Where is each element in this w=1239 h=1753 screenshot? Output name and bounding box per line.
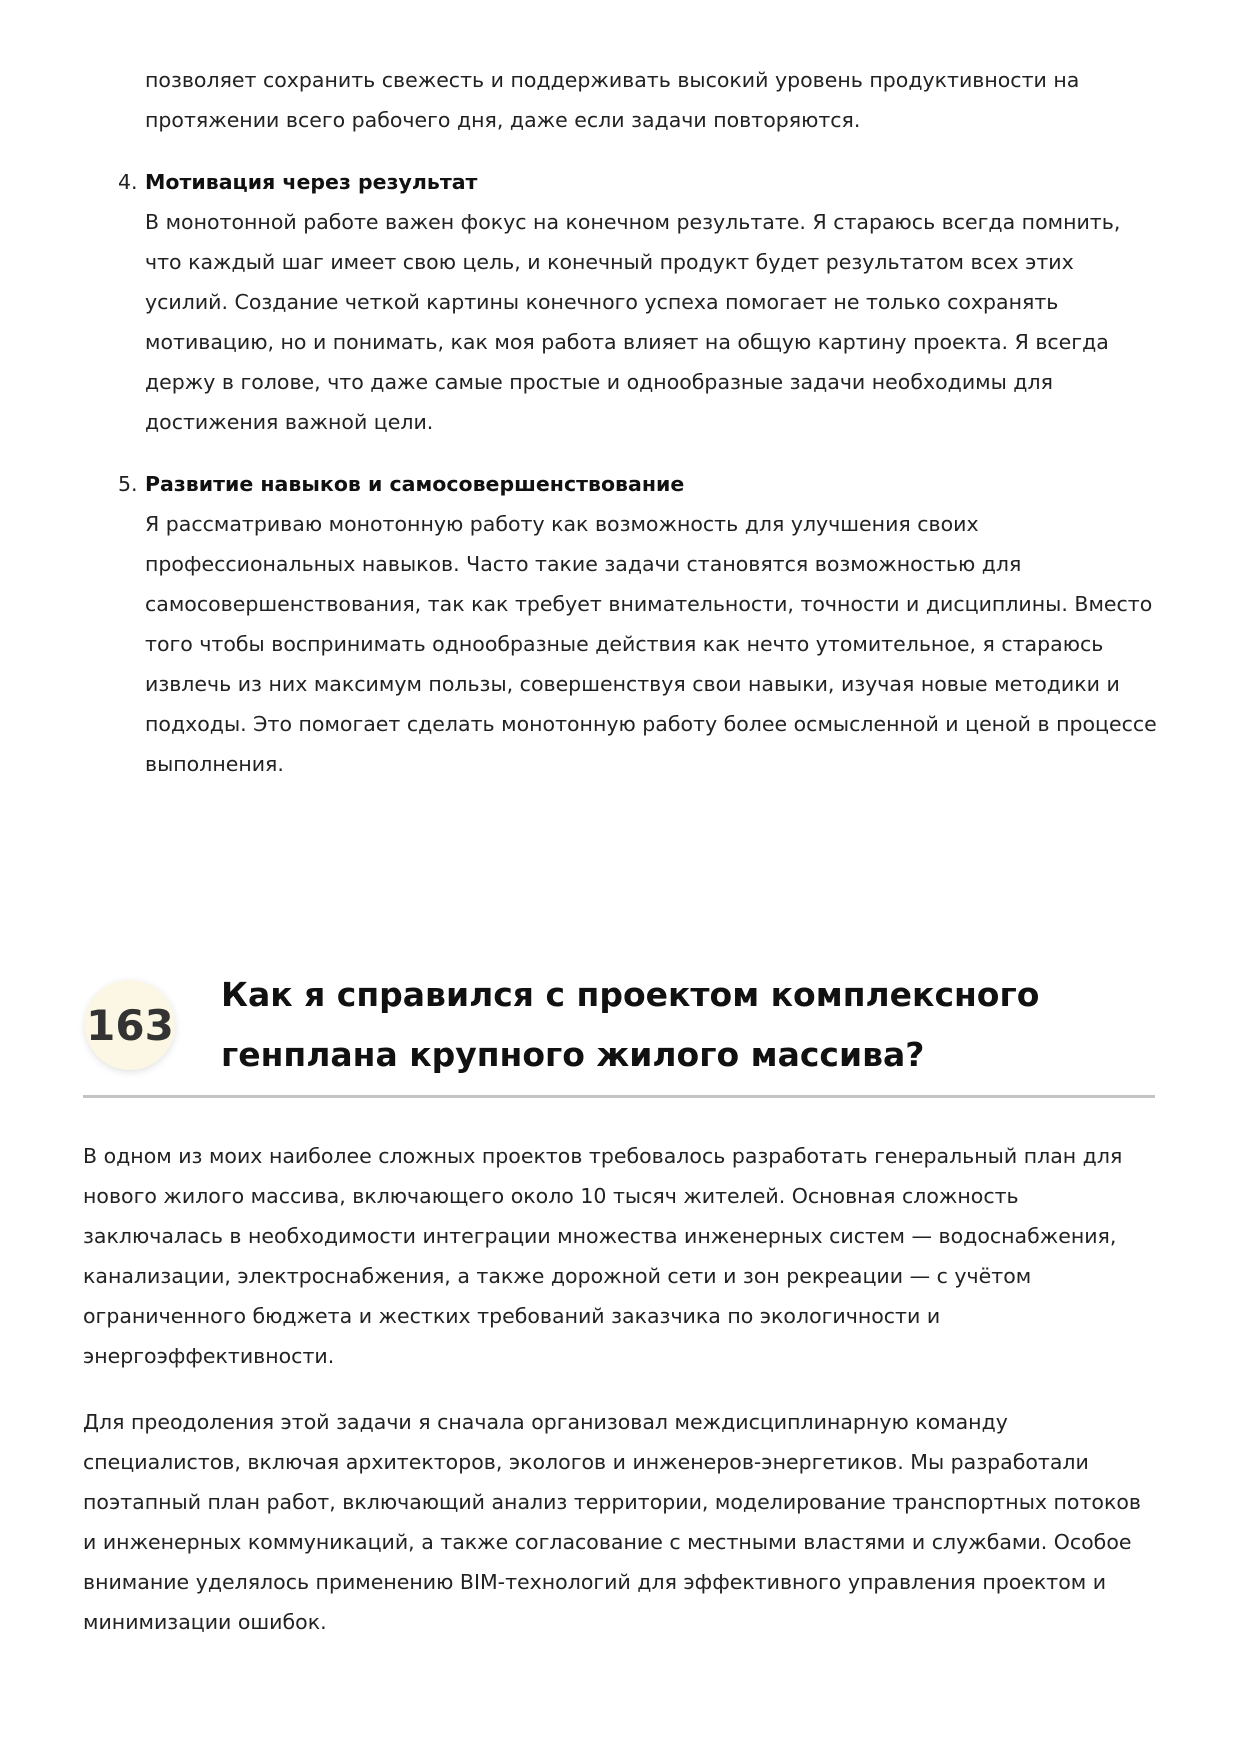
list-item-title: Развитие навыков и самосовершенствование [145,472,685,496]
continued-paragraph: позволяет сохранить свежесть и поддерживать высокий уровень продуктивности на протяжении всего рабочего дня, даже если задачи повторяются. [145,68,1080,132]
question-section [83,965,1155,1668]
list-item-title: Мотивация через результат [145,170,478,194]
divider [83,1095,1155,1098]
numbered-list [118,60,1158,806]
section-title: Как я справился с проектом комплексного генплана крупного жилого массива? [221,975,1040,1074]
list-number: 5. [118,472,138,496]
question-number-badge: 163 [85,980,175,1070]
list-item-text: В монотонной работе важен фокус на конечном результате. Я стараюсь всегда помнить, что каждый шаг имеет свою цель, и конечный продукт будет результатом всех этих усилий. Создание четкой картины конечного успеха помогает не только сохранять мотивацию, но и понимать, как моя работа влияет на общую картину проекта. Я всегда держу в голове, что даже самые простые и однообразные задачи необходимы для достижения важной цели. [145,210,1121,434]
list-item-text: Я рассматриваю монотонную работу как возможность для улучшения своих профессиональных навыков. Часто такие задачи становятся возможностью для самосовершенствования, так как требует внимательности, точности и дисциплины. Вместо того чтобы воспринимать однообразные действия как нечто утомительное, я стараюсь извлечь из них максимум пользы, совершенствуя свои навыки, изучая новые методики и подходы. Это помогает сделать монотонную работу более осмысленной и ценой в процессе выполнения. [145,512,1157,776]
paragraph: Для преодоления этой задачи я сначала организовал междисциплинарную команду специалистов, включая архитекторов, экологов и инженеров-энергетиков. Мы разработали поэтапный план работ, включающий анализ территории, моделирование транспортных потоков и инженерных коммуникаций, а также согласование с местными властями и службами. Особое внимание уделялось применению BIM-технологий для эффективного управления проектом и минимизации ошибок. [83,1410,1141,1634]
list-number: 4. [118,170,138,194]
list-item [118,162,1158,442]
list-item [118,464,1158,784]
paragraph: В одном из моих наиболее сложных проектов требовалось разработать генеральный план для нового жилого массива, включающего около 10 тысяч жителей. Основная сложность заключалась в необходимости интеграции множества инженерных систем — водоснабжения, канализации, электроснабжения, а также дорожной сети и зон рекреации — с учётом ограниченного бюджета и жестких требований заказчика по экологичности и энергоэффективности. [83,1144,1123,1368]
